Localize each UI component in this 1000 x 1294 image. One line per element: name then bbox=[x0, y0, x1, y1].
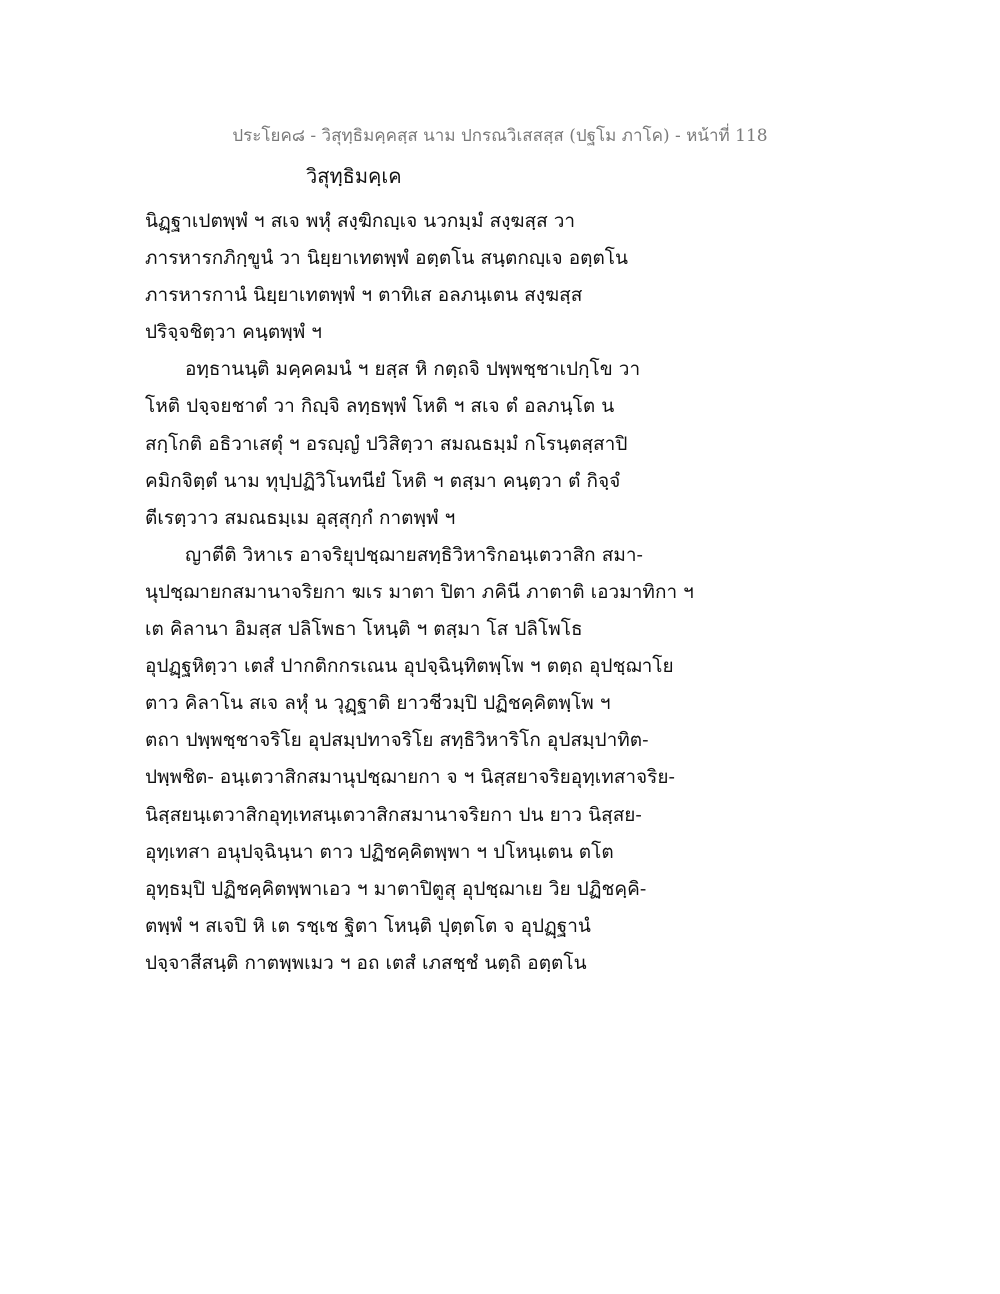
body-text bbox=[145, 203, 725, 982]
text-line: เต คิลานา อิมสฺส ปลิโพธา โหนฺติ ฯ ตสฺมา โส ปลิโพโธ bbox=[145, 618, 583, 641]
text-line: ปริจฺจชิตฺวา คนฺตพฺพํ ฯ bbox=[145, 321, 322, 344]
paragraph-first-line: อทฺธานนฺติ มคฺคคมนํ ฯ ยสฺส หิ กตฺถจิ ปพฺพชฺชาเปกฺโข วา bbox=[185, 358, 641, 381]
text-line: ตพฺพํ ฯ สเจปิ หิ เต รชฺเช ฐิตา โหนฺติ ปุตฺตโต จ อุปฏฺฐานํ bbox=[145, 914, 591, 937]
text-line: ภารหารกานํ นิยฺยาเทตพฺพํ ฯ ตาทิเส อลภนฺเตน สงฺฆสฺส bbox=[145, 284, 583, 307]
text-line: อุปฏฺฐหิตฺวา เตสํ ปากติกกรเณน อุปจฺฉินฺทิตพฺโพ ฯ ตตฺถ อุปชฺฌาโย bbox=[145, 655, 674, 678]
text-line: นุปชฺฌายกสมานาจริยกา ฆเร มาตา ปิตา ภคินี ภาตาติ เอวมาทิกา ฯ bbox=[145, 580, 694, 603]
text-line: นิฏฺฐาเปตพฺพํ ฯ สเจ พหุํ สงฺฆิกญฺเจ นวกมฺมํ สงฺฆสฺส วา bbox=[145, 210, 576, 232]
running-header: ประโยค๘ - วิสุทฺธิมคฺคสฺส นาม ปกรณวิเสสสฺส (ปฐโม ภาโค) - หน้าที่ 118 bbox=[232, 126, 768, 146]
text-line: โหติ ปจฺจยชาตํ วา กิญฺจิ ลทฺธพฺพํ โหติ ฯ สเจ ตํ อลภนฺโต น bbox=[145, 395, 615, 418]
text-line: ตาว คิลาโน สเจ ลหุํ น วุฏฺฐาติ ยาวชีวมฺปิ ปฏิชคฺคิตพฺโพ ฯ bbox=[145, 692, 611, 715]
text-line: นิสฺสยนฺเตวาสิกอุทฺเทสนฺเตวาสิกสมานาจริยกา ปน ยาว นิสฺสย- bbox=[145, 803, 642, 826]
text-line: ภารหารกภิกฺขูนํ วา นิยฺยาเทตพฺพํ อตฺตโน สนฺตกญฺเจ อตฺตโน bbox=[145, 247, 628, 270]
text-line: อุทฺธมฺปิ ปฏิชคฺคิตพฺพาเอว ฯ มาตาปิตูสุ อุปชฺฌาเย วิย ปฏิชคฺคิ- bbox=[145, 877, 647, 900]
text-line: อุทฺเทสา อนุปจฺฉินฺนา ตาว ปฏิชคฺคิตพฺพา ฯ ปโหนฺเตน ตโต bbox=[145, 840, 614, 863]
text-line: สกฺโกติ อธิวาเสตุํ ฯ อรญฺญํ ปวิสิตฺวา สมณธมฺมํ กโรนฺตสฺสาปิ bbox=[145, 432, 628, 455]
text-line: ตีเรตฺวาว สมณธมฺเม อุสฺสุกฺกํ กาตพฺพํ ฯ bbox=[145, 506, 456, 529]
text-line: ตถา ปพฺพชฺชาจริโย อุปสมฺปทาจริโย สทฺธิวิหาริโก อุปสมฺปาทิต- bbox=[145, 729, 649, 752]
text-line: คมิกจิตฺตํ นาม ทุปฺปฏิวิโนทนียํ โหติ ฯ ตสฺมา คนฺตฺวา ตํ กิจฺจํ bbox=[145, 469, 621, 492]
text-line: ปจฺจาสีสนฺติ กาตพฺพเมว ฯ อถ เตสํ เภสชฺชํ นตฺถิ อตฺตโน bbox=[145, 951, 587, 974]
section-title: วิสุทฺธิมคฺเค bbox=[306, 164, 402, 188]
text-line: ปพฺพชิต- อนฺเตวาสิกสมานุปชฺฌายกา จ ฯ นิสฺสยาจริยอุทฺเทสาจริย- bbox=[145, 766, 675, 789]
paragraph-first-line: ญาตีติ วิหาเร อาจริยุปชฺฌายสทฺธิวิหาริกอนฺเตวาสิก สมา- bbox=[185, 543, 643, 566]
